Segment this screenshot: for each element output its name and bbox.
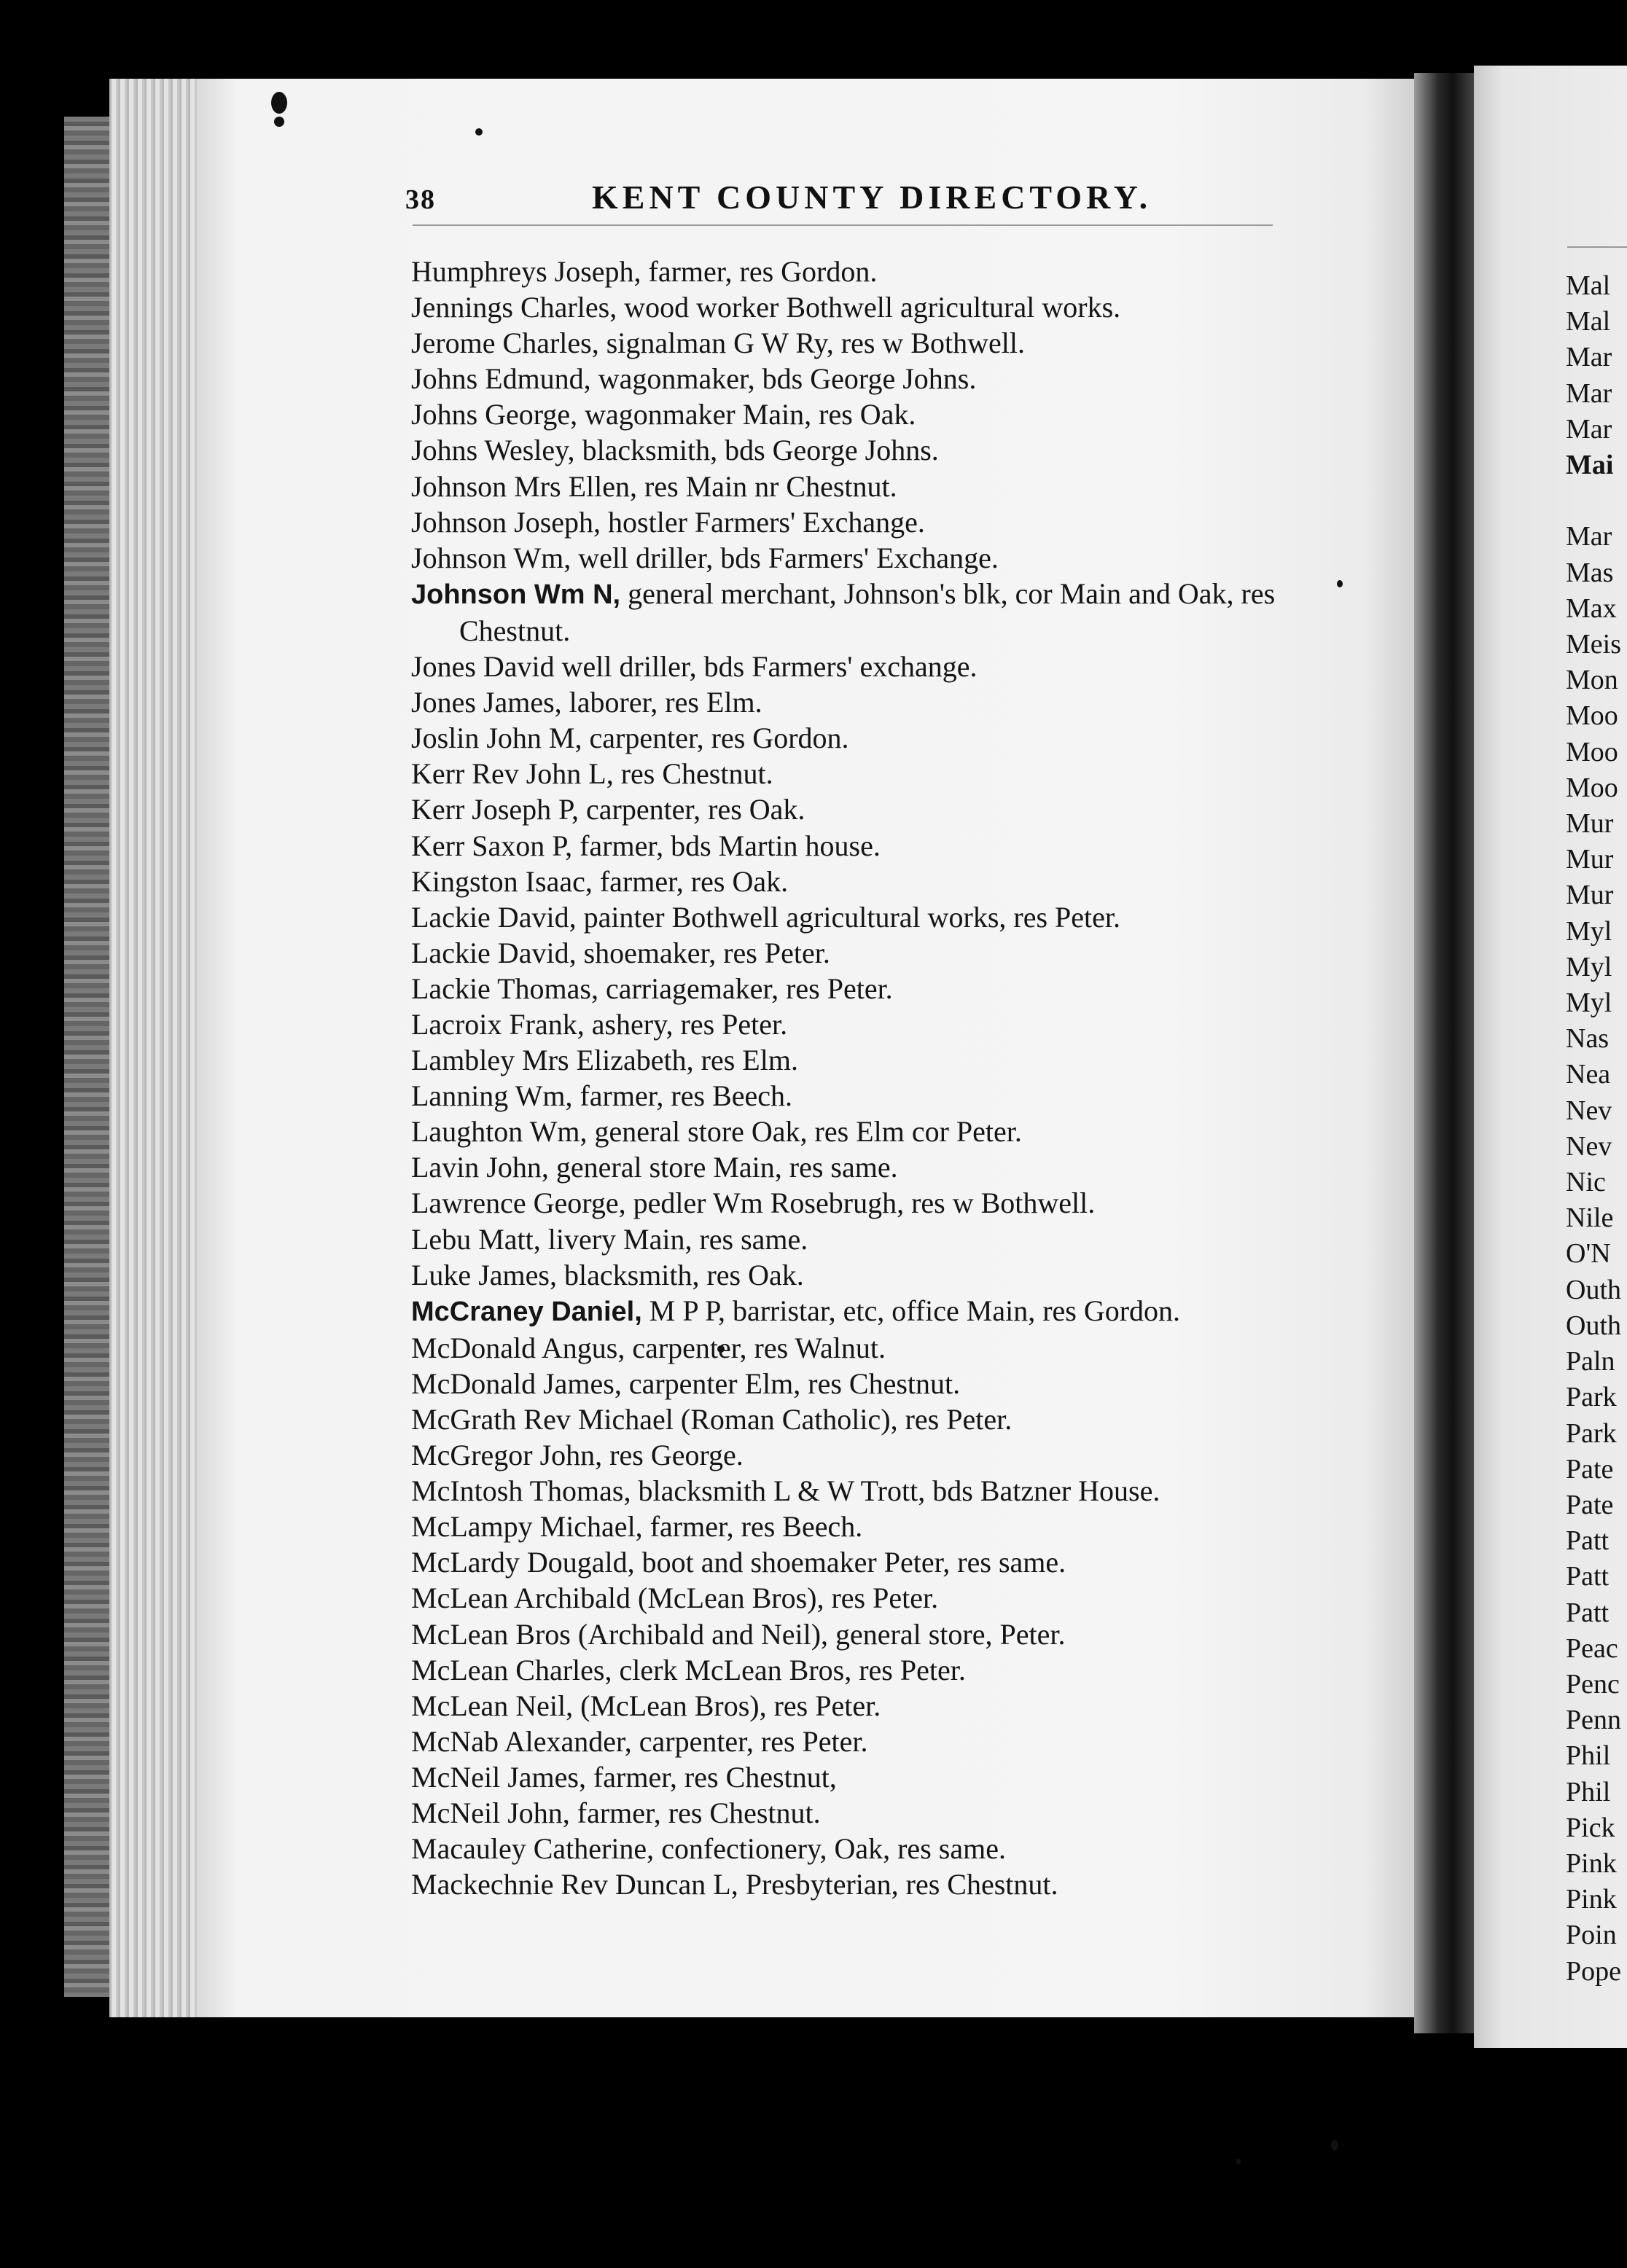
directory-entry (411, 971, 1330, 1006)
directory-entry (411, 1831, 1330, 1866)
facing-page-fragment: Outh (1566, 1274, 1621, 1305)
directory-entry (411, 361, 1330, 396)
page-number: 38 (405, 184, 436, 215)
entry-name: Johnson Wm N, (411, 579, 621, 610)
entry-details: pedler Wm Rosebrugh, res w Bothwell. (625, 1186, 1096, 1220)
facing-page-rule (1567, 246, 1627, 248)
facing-page-fragment: Pink (1566, 1847, 1617, 1879)
entry-details: livery Main, res same. (540, 1222, 808, 1256)
directory-entry (411, 791, 1330, 827)
entry-details: confectionery, Oak, res same. (654, 1832, 1006, 1866)
entry-details: M P P, barristar, etc, office Main, res Gordon. (641, 1294, 1181, 1327)
entry-name: Mackechnie Rev Duncan L, (411, 1868, 738, 1901)
entry-details: carriagemaker, res Peter. (598, 971, 893, 1005)
facing-page-fragment: Phil (1566, 1740, 1611, 1772)
entry-details: carpenter, res Walnut. (625, 1331, 886, 1364)
facing-page-fragment: Peac (1566, 1632, 1618, 1664)
entry-details: painter Bothwell agricultural works, res Peter. (576, 900, 1121, 934)
entry-name: Lackie Thomas, (411, 971, 598, 1005)
entry-details: general merchant, Johnson's blk, cor Main and Oak, res Chestnut. (459, 576, 1276, 647)
directory-entry (411, 1257, 1330, 1293)
directory-entry (411, 432, 1330, 468)
facing-page-fragment: Myl (1566, 915, 1612, 947)
facing-page-fragment: Patt (1566, 1525, 1610, 1557)
entry-details: wagonmaker Main, res Oak. (577, 398, 916, 431)
facing-page-fragment: Pope (1566, 1955, 1621, 1987)
entry-details: (Roman Catholic), res Peter. (673, 1403, 1013, 1436)
entry-name: Lebu Matt, (411, 1222, 541, 1256)
facing-page-fragment: Mar (1566, 521, 1612, 552)
entry-details: res Chestnut. (613, 757, 773, 791)
directory-entry (411, 1006, 1330, 1042)
directory-entry (411, 325, 1330, 361)
entry-name: Jerome Charles, (411, 326, 599, 360)
entry-name: Humphreys Joseph, (411, 255, 641, 288)
directory-entry (411, 684, 1330, 720)
entry-name: Johnson Wm, (411, 541, 571, 574)
entry-details: res Main nr Chestnut. (637, 469, 897, 503)
facing-page-fragment: Moo (1566, 772, 1618, 803)
entry-name: McLean Neil, (411, 1689, 574, 1722)
entry-name: Johns Wesley, (411, 434, 575, 467)
ink-speck (1331, 2140, 1338, 2150)
entry-details: Presbyterian, res Chestnut. (738, 1868, 1058, 1901)
facing-page-fragment: Mal (1566, 270, 1611, 301)
facing-page-fragment: Paln (1566, 1346, 1615, 1377)
directory-entry (411, 1509, 1330, 1544)
entry-details: hostler Farmers' Exchange. (601, 505, 925, 539)
entry-name: Jones David (411, 650, 555, 684)
directory-entry (411, 1221, 1330, 1257)
directory-entry (411, 1149, 1330, 1185)
facing-page-fragment: Moo (1566, 736, 1618, 767)
facing-page-fragment: Pick (1566, 1812, 1615, 1843)
directory-entry (411, 1042, 1330, 1078)
facing-page-fragment: Myl (1566, 988, 1612, 1019)
facing-page-fragment: Patt (1566, 1597, 1610, 1628)
entry-name: McDonald Angus, (411, 1331, 625, 1364)
facing-page-fragment: Penn (1566, 1705, 1621, 1736)
facing-page-fragment: Nile (1566, 1203, 1614, 1234)
entry-details: farmer, res Oak. (592, 864, 789, 898)
entry-details: carpenter, res Peter. (631, 1724, 868, 1758)
directory-entry (411, 1330, 1330, 1366)
entry-name: Jones James, (411, 686, 562, 719)
entry-name: Lambley Mrs Elizabeth, (411, 1044, 694, 1077)
entry-details: general store Main, res same. (548, 1151, 898, 1184)
facing-page-fragment: Meis (1566, 629, 1621, 660)
facing-page-fragment: Nic (1566, 1167, 1606, 1198)
ink-speck (1337, 580, 1343, 587)
facing-page-fragment: Nev (1566, 1130, 1612, 1162)
directory-entry (411, 649, 1330, 684)
ink-speck (1236, 2159, 1241, 2165)
facing-page-fragment: O'N (1566, 1238, 1611, 1270)
facing-page-column (1566, 268, 1627, 1990)
entry-name: Kerr Saxon P, (411, 829, 573, 862)
directory-entry (411, 1366, 1330, 1401)
facing-page-fragment: Park (1566, 1382, 1617, 1413)
directory-entry (411, 1401, 1330, 1437)
entry-details: ashery, res Peter. (584, 1007, 788, 1041)
book-binding-edge (64, 117, 109, 1997)
ink-speck (271, 92, 287, 114)
entry-details: blacksmith, bds George Johns. (574, 434, 939, 467)
entry-name: Joslin John M, (411, 722, 582, 755)
facing-page-fragment: Mai (1566, 450, 1614, 481)
facing-page-fragment: Pate (1566, 1453, 1614, 1485)
directory-entry (411, 1866, 1330, 1902)
facing-page-fragment: Park (1566, 1418, 1617, 1449)
entry-details: wood worker Bothwell agricultural works. (617, 291, 1121, 324)
entry-name: Johns Edmund, (411, 362, 591, 396)
entry-name: Macauley Catherine, (411, 1832, 655, 1866)
entry-details: res Elm. (693, 1044, 798, 1077)
entry-details: farmer, res Chestnut, (585, 1760, 837, 1794)
entry-name: McCraney Daniel, (411, 1296, 642, 1327)
entry-details: well driller, bds Farmers' exchange. (554, 650, 978, 684)
entry-name: Lanning Wm, (411, 1079, 573, 1113)
entry-name: McNeil James, (411, 1760, 586, 1794)
facing-page-fragment (1566, 483, 1627, 519)
entry-details: carpenter, res Gordon. (582, 722, 849, 755)
page-title: KENT COUNTY DIRECTORY. (592, 179, 1152, 216)
book-gutter (1414, 73, 1474, 2033)
directory-entry (411, 1473, 1330, 1509)
entry-name: McLardy Dougald, (411, 1546, 635, 1579)
entry-details: laborer, res Elm. (561, 686, 762, 719)
entry-name: Lackie David, (411, 900, 577, 934)
entry-details: carpenter Elm, res Chestnut. (621, 1366, 961, 1400)
directory-entry (411, 1616, 1330, 1652)
entry-details: signalman G W Ry, res w Bothwell. (598, 326, 1025, 360)
entry-name: McGregor John, (411, 1439, 603, 1472)
facing-page-fragment: Penc (1566, 1668, 1620, 1700)
entry-details: wagonmaker, bds George Johns. (590, 362, 977, 396)
entry-details: (McLean Bros), res Peter. (631, 1581, 939, 1615)
entry-details: general store Oak, res Elm cor Peter. (587, 1115, 1022, 1149)
facing-page-fragment: Moo (1566, 700, 1618, 732)
directory-entry (411, 1724, 1330, 1759)
entry-name: Laughton Wm, (411, 1115, 588, 1149)
facing-page-fragment: Patt (1566, 1561, 1610, 1592)
entry-details: boot and shoemaker Peter, res same. (634, 1546, 1066, 1579)
entry-name: McGrath Rev Michael (411, 1403, 674, 1436)
directory-entry (411, 828, 1330, 864)
facing-page-fragment: Poin (1566, 1920, 1617, 1951)
entry-name: McDonald James, (411, 1366, 622, 1400)
directory-entry (411, 1078, 1330, 1114)
entry-details: farmer, res Beech. (642, 1510, 863, 1544)
facing-page-fragment: Mur (1566, 880, 1614, 911)
entry-name: Lavin John, (411, 1151, 549, 1184)
entry-details: (McLean Bros), res Peter. (573, 1689, 881, 1722)
directory-entry (411, 1580, 1330, 1616)
entry-name: Lacroix Frank, (411, 1007, 585, 1041)
entry-name: Johnson Joseph, (411, 505, 601, 539)
entry-name: Kerr Rev John L, (411, 757, 614, 791)
facing-page-fragment: Mur (1566, 844, 1614, 875)
entry-name: Kerr Joseph P, (411, 793, 579, 826)
facing-page-fragment: Mon (1566, 665, 1618, 696)
entry-name: McLampy Michael, (411, 1510, 643, 1544)
entry-name: Johnson Mrs Ellen, (411, 469, 637, 503)
entry-name: McNeil John, (411, 1796, 570, 1830)
directory-entry (411, 504, 1330, 540)
facing-page-fragment: Nea (1566, 1059, 1611, 1090)
directory-entry (411, 1652, 1330, 1688)
directory-entry (411, 899, 1330, 935)
entry-name: McIntosh Thomas, (411, 1474, 631, 1508)
entry-name: Lackie David, (411, 936, 577, 969)
entry-details: well driller, bds Farmers' Exchange. (571, 541, 999, 574)
entry-name: Johns George, (411, 398, 578, 431)
header-rule (413, 224, 1273, 226)
facing-page-fragment: Pink (1566, 1884, 1617, 1915)
directory-entry (411, 469, 1330, 504)
entry-details: res George. (602, 1439, 744, 1472)
page-stack-edges (109, 79, 197, 2017)
entry-name: Lawrence George, (411, 1186, 626, 1220)
facing-page-fragment: Myl (1566, 951, 1612, 982)
facing-page-fragment: Mar (1566, 378, 1612, 409)
facing-page-fragment: Phil (1566, 1776, 1611, 1807)
entry-name: Kingston Isaac, (411, 864, 593, 898)
entry-details: farmer, res Gordon. (641, 255, 878, 288)
facing-page-fragment: Mal (1566, 306, 1611, 337)
facing-page-fragment: Mar (1566, 342, 1612, 373)
entry-details: carpenter, res Oak. (578, 793, 805, 826)
entry-details: farmer, bds Martin house. (572, 829, 881, 862)
directory-entry (411, 1544, 1330, 1580)
facing-page-fragment: Nas (1566, 1023, 1610, 1055)
directory-entry (411, 576, 1330, 649)
entry-name: McNab Alexander, (411, 1724, 632, 1758)
directory-entry (411, 720, 1330, 756)
entry-name: McLean Charles, (411, 1653, 612, 1686)
facing-page-fragment: Pate (1566, 1489, 1614, 1520)
directory-entry (411, 1688, 1330, 1724)
directory-entry (411, 540, 1330, 576)
entry-name: Luke James, (411, 1258, 557, 1291)
facing-page-fragment: Nev (1566, 1095, 1612, 1126)
entry-details: farmer, res Chestnut. (569, 1796, 821, 1830)
entry-details: blacksmith, res Oak. (556, 1258, 804, 1291)
facing-page-fragment: Outh (1566, 1310, 1621, 1341)
entry-details: farmer, res Beech. (572, 1079, 793, 1113)
directory-entry (411, 254, 1330, 289)
entry-name: McLean Archibald (411, 1581, 631, 1615)
directory-entry (411, 1437, 1330, 1473)
facing-page-fragment: Mar (1566, 413, 1612, 445)
entry-name: Jennings Charles, (411, 291, 617, 324)
directory-entry (411, 1293, 1330, 1330)
entry-details: blacksmith L & W Trott, bds Batzner House. (631, 1474, 1160, 1508)
directory-entry (411, 1795, 1330, 1831)
entry-details: shoemaker, res Peter. (576, 936, 830, 969)
facing-page-fragment: Mur (1566, 808, 1614, 840)
directory-entry (411, 756, 1330, 791)
directory-entry (411, 935, 1330, 971)
directory-entry (411, 864, 1330, 899)
entry-name: McLean Bros (411, 1617, 571, 1651)
directory-entry (411, 396, 1330, 432)
ink-speck (274, 117, 284, 127)
directory-entry (411, 1759, 1330, 1795)
entry-details: (Archibald and Neil), general store, Peter. (570, 1617, 1066, 1651)
directory-entry (411, 1185, 1330, 1221)
facing-page-fragment: Max (1566, 593, 1617, 624)
directory-entry-list (411, 254, 1330, 1902)
entry-details: clerk McLean Bros, res Peter. (612, 1653, 966, 1686)
facing-page-fragment: Mas (1566, 557, 1614, 588)
directory-entry (411, 289, 1330, 325)
ink-speck (475, 128, 483, 136)
directory-entry (411, 1114, 1330, 1149)
